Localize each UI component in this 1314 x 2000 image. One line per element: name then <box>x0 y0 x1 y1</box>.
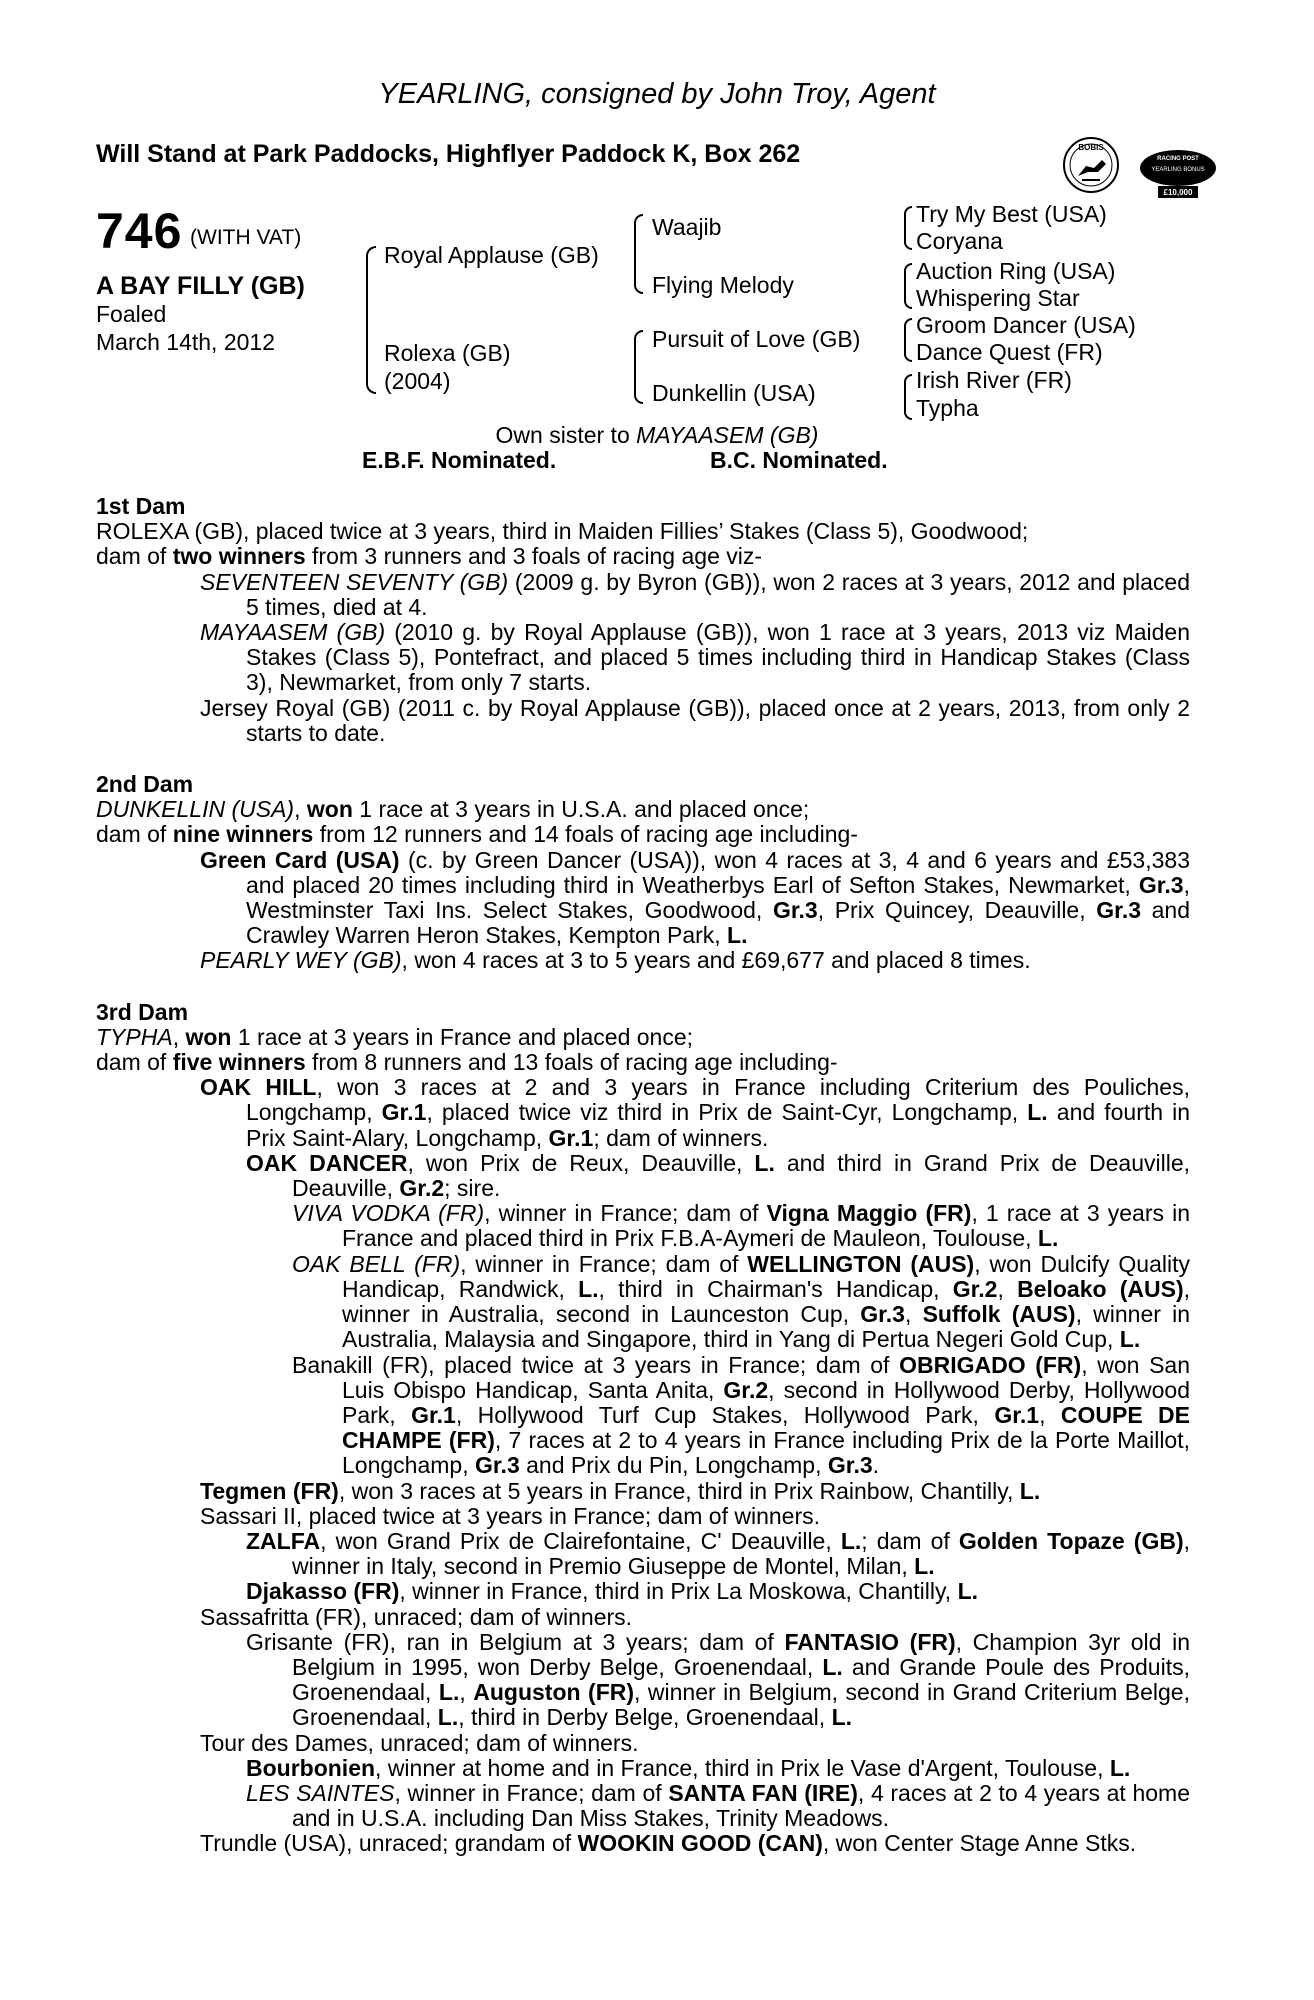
text: , winner in Australia, second in Launceston Cup, <box>342 1275 1191 1328</box>
text: ; sire. <box>444 1175 501 1202</box>
pedigree-brace-main <box>366 246 376 394</box>
bobis-logo <box>1062 136 1120 194</box>
text: (c. by Green Dancer (USA)), won 4 races at 3, 4 and 6 years and £53,383 and placed 20 times including third in Weatherbys Earl of Sefton Stakes, Newmarket, <box>246 846 1190 898</box>
progeny-entry <box>96 570 1190 620</box>
grade: L. <box>957 1578 979 1605</box>
progeny-name: Beloako (AUS) <box>1017 1275 1184 1302</box>
text: , Hollywood Turf Cup Stakes, Hollywood Park, <box>455 1401 995 1428</box>
progeny-name: Bourbonien <box>246 1754 376 1781</box>
text: , winner in France; dam of <box>460 1250 748 1277</box>
text: , won Center Stage Anne Stks. <box>822 1830 1137 1857</box>
second-dam-heading: 2nd Dam <box>96 771 194 798</box>
pedigree-dds: Irish River (FR) <box>916 367 1072 393</box>
text: , third in Derby Belge, Groenendaal, <box>458 1704 832 1731</box>
text: , <box>1039 1401 1061 1428</box>
third-dam-intro-a <box>96 1025 1190 1050</box>
pedigree-dss: Groom Dancer (USA) <box>916 312 1136 338</box>
grade: Gr.3 <box>827 1452 873 1479</box>
progeny-name: Tegmen (FR) <box>200 1477 339 1504</box>
text: ; dam of winners. <box>593 1124 769 1151</box>
text: , placed twice viz third in Prix de Saint-Cyr, Longchamp, <box>426 1099 1028 1126</box>
progeny-entry <box>96 948 1190 973</box>
bonus-amount-text: £10,000 <box>1163 188 1193 197</box>
progeny-entry <box>96 1529 1190 1579</box>
grade: Gr.2 <box>723 1376 769 1403</box>
text: dam of <box>96 1049 173 1076</box>
progeny-entry <box>96 1781 1190 1831</box>
page-title: YEARLING, consigned by John Troy, Agent <box>378 78 936 110</box>
text: , <box>904 1301 923 1328</box>
text: , winner in Italy, second in Premio Giuseppe de Montel, Milan, <box>292 1527 1191 1580</box>
progeny-entry <box>96 1353 1190 1479</box>
progeny-name: OAK BELL (FR) <box>292 1250 461 1277</box>
progeny-entry <box>96 1151 1190 1201</box>
pedigree-sire-dam: Flying Melody <box>652 272 794 298</box>
grade: Gr.3 <box>474 1452 520 1479</box>
progeny-name: Auguston (FR) <box>473 1679 635 1706</box>
text: , winner in France; dam of <box>484 1200 767 1227</box>
text: Grisante (FR), ran in Belgium at 3 years; dam of <box>246 1628 785 1655</box>
progeny-name: VIVA VODKA (FR) <box>292 1200 485 1227</box>
grade: Gr.1 <box>381 1099 427 1126</box>
text: , won Prix de Reux, Deauville, <box>407 1149 755 1176</box>
grade: L. <box>754 1149 775 1176</box>
progeny-name: Green Card (USA) <box>200 846 400 873</box>
progeny-entry <box>96 1252 1190 1353</box>
text: dam of <box>96 821 173 848</box>
progeny-name: WOOKIN GOOD (CAN) <box>577 1830 823 1857</box>
racing-post-text: RACING POST <box>1157 156 1199 162</box>
progeny-name: WELLINGTON (AUS) <box>747 1250 975 1277</box>
progeny-name: OBRIGADO (FR) <box>899 1351 1082 1378</box>
text: 1 race at 3 years in France and placed once; <box>231 1023 694 1050</box>
text: , winner in France; dam of <box>394 1779 669 1806</box>
grade: L. <box>727 922 748 949</box>
first-dam-heading: 1st Dam <box>96 493 186 519</box>
grade: Gr.1 <box>548 1124 594 1151</box>
foaled-info <box>96 300 275 356</box>
text: from 12 runners and 14 foals of racing age including- <box>313 821 858 848</box>
pedigree-dam-dam: Dunkellin (USA) <box>652 380 816 406</box>
section-gap <box>96 974 1190 1000</box>
text: and Grande Poule des Produits, Groenendaal, <box>292 1653 1190 1706</box>
catalogue-body <box>96 494 1190 1857</box>
text: , 4 races at 2 to 4 years at home and in U.S.A. including Dan Miss Stakes, Trinity Meadows. <box>292 1779 1190 1832</box>
pedigree-sss: Try My Best (USA) <box>916 201 1107 227</box>
bc-nominated: B.C. Nominated. <box>710 447 888 473</box>
pedigree-dam-year: (2004) <box>384 368 451 394</box>
progeny-entry <box>96 1075 1190 1151</box>
text: and fourth in Prix Saint-Alary, Longchamp, <box>246 1099 1191 1151</box>
text: and Crawley Warren Heron Stakes, Kempton Park, <box>246 897 1191 949</box>
text: , <box>459 1679 474 1706</box>
pedigree-brace-dd <box>904 374 912 420</box>
progeny-entry <box>96 848 1190 949</box>
text: , Westminster Taxi Ins. Select Stakes, Goodwood, <box>246 871 1190 924</box>
text: , 1 race at 3 years in France and placed third in Prix F.B.A-Aymeri de Mauleon, Toulouse, <box>342 1200 1190 1252</box>
first-dam-intro-a: ROLEXA (GB), placed twice at 3 years, third in Maiden Fillies’ Stakes (Class 5), Goodwood; <box>96 518 1029 545</box>
grade: L. <box>914 1553 935 1580</box>
text: from 3 runners and 3 foals of racing age viz- <box>305 543 763 570</box>
grade: Gr.3 <box>860 1301 905 1328</box>
pedigree-dam-sire: Pursuit of Love (GB) <box>652 326 861 352</box>
text: and third in Grand Prix de Deauville, Deauville, <box>292 1149 1190 1202</box>
text: , won 4 races at 3 to 5 years and £69,677 and placed 8 times. <box>401 947 1031 974</box>
text: dam of <box>96 543 173 570</box>
progeny-entry <box>96 1756 1190 1781</box>
stand-location: Will Stand at Park Paddocks, Highflyer Paddock K, Box 262 <box>96 140 801 168</box>
grade: L. <box>1109 1754 1131 1781</box>
winners-count: five winners <box>172 1049 306 1076</box>
text: , winner at home and in France, third in Prix le Vase d'Argent, Toulouse, <box>375 1754 1110 1781</box>
pedigree-sdd: Whispering Star <box>916 285 1080 311</box>
pedigree-brace-sd <box>904 263 912 309</box>
grade: L. <box>1027 1099 1048 1126</box>
text: Trundle (USA), unraced; grandam of <box>200 1830 578 1857</box>
progeny-name: Djakasso (FR) <box>246 1578 400 1605</box>
yearling-bonus-logo <box>1138 144 1218 200</box>
text: , second in Hollywood Derby, Hollywood Park, <box>342 1376 1190 1428</box>
pedigree-brace-sire <box>634 214 643 294</box>
text: , 7 races at 2 to 4 years in France including Prix de la Porte Maillot, Longchamp, <box>342 1427 1190 1479</box>
text: and Prix du Pin, Longchamp, <box>519 1452 828 1479</box>
progeny-entry: Sassari II, placed twice at 3 years in France; dam of winners. <box>200 1502 820 1529</box>
winners-count: nine winners <box>172 821 314 848</box>
text: 1 race at 3 years in U.S.A. and placed once; <box>352 796 810 823</box>
progeny-name: Vigna Maggio (FR) <box>766 1200 972 1227</box>
grade: L. <box>1019 1477 1041 1504</box>
pedigree-dam: Rolexa (GB) <box>384 340 511 366</box>
progeny-entry <box>96 620 1190 696</box>
progeny-entry: Sassafritta (FR), unraced; dam of winners. <box>200 1603 633 1630</box>
grade: Gr.2 <box>952 1275 998 1302</box>
progeny-name: MAYAASEM (GB) <box>200 619 386 646</box>
text: , Prix Quincey, Deauville, <box>817 897 1097 924</box>
vat-label: (WITH VAT) <box>190 226 302 249</box>
text: , winner in France, third in Prix La Moskowa, Chantilly, <box>399 1578 958 1605</box>
second-dam-intro-a <box>96 797 1190 822</box>
own-sister-note <box>0 422 1314 449</box>
section-gap <box>96 746 1190 772</box>
foaled-label: Foaled <box>96 301 167 327</box>
text: , winner in Belgium, second in Grand Criterium Belge, Groenendaal, <box>292 1679 1190 1731</box>
text: , won Grand Prix de Clairefontaine, C' Deauville, <box>320 1527 841 1554</box>
text: won <box>306 796 353 823</box>
own-sister-prefix: Own sister to <box>495 422 637 448</box>
grade: L. <box>1119 1326 1141 1353</box>
progeny-name: Golden Topaze (GB) <box>958 1527 1184 1554</box>
grade: Gr.1 <box>411 1401 456 1428</box>
grade: Gr.1 <box>994 1401 1040 1428</box>
text: , winner in Australia, Malaysia and Singapore, third in Yang di Pertua Negeri Gold Cup, <box>342 1301 1191 1353</box>
winners-count: two winners <box>172 543 306 570</box>
progeny-name: OAK HILL <box>200 1074 317 1101</box>
text: , <box>294 796 307 823</box>
text: , won Dulcify Quality Handicap, Randwick, <box>342 1250 1190 1302</box>
grade: L. <box>1037 1225 1059 1252</box>
progeny-name: COUPE DE CHAMPE (FR) <box>342 1401 1190 1454</box>
text: , third in Chairman's Handicap, <box>598 1275 953 1302</box>
pedigree-ddd: Typha <box>916 395 979 421</box>
foaled-date: March 14th, 2012 <box>96 329 276 355</box>
pedigree-brace-ds <box>904 318 912 362</box>
text: ; dam of <box>861 1527 959 1554</box>
third-dam-heading: 3rd Dam <box>96 998 189 1025</box>
horse-description: A BAY FILLY (GB) <box>96 272 305 300</box>
grade: L. <box>438 1679 460 1706</box>
progeny-entry <box>96 1579 1190 1604</box>
progeny-entry <box>96 1831 1190 1856</box>
own-sister-name: MAYAASEM (GB) <box>636 422 819 448</box>
text: from 8 runners and 13 foals of racing age including- <box>305 1049 838 1076</box>
third-dam-intro-b <box>96 1050 1190 1075</box>
progeny-name: FANTASIO (FR) <box>784 1628 956 1655</box>
grade: L. <box>840 1527 862 1554</box>
progeny-entry: Jersey Royal (GB) (2011 c. by Royal Applause (GB)), placed once at 2 years, 2013, from only 2 starts to date. <box>200 694 1190 746</box>
text: Banakill (FR), placed twice at 3 years in France; dam of <box>292 1351 900 1378</box>
grade: Gr.3 <box>1096 897 1142 924</box>
progeny-name: Suffolk (AUS) <box>922 1301 1076 1328</box>
text: won <box>185 1023 232 1050</box>
dam-name: DUNKELLIN (USA) <box>96 796 295 823</box>
yearling-bonus-text: YEARLING BONUS <box>1151 167 1205 173</box>
progeny-name: ZALFA <box>246 1527 321 1554</box>
text: , <box>172 1023 186 1050</box>
progeny-name: LES SAINTES <box>246 1779 395 1806</box>
grade: L. <box>437 1704 459 1731</box>
progeny-name: PEARLY WEY (GB) <box>200 947 402 974</box>
progeny-name: SEVENTEEN SEVENTY (GB) <box>200 568 509 595</box>
text: , won 3 races at 5 years in France, third in Prix Rainbow, Chantilly, <box>338 1477 1020 1504</box>
bobis-logo-text: BOBIS <box>1078 143 1104 152</box>
pedigree-sire: Royal Applause (GB) <box>384 242 599 268</box>
grade: L. <box>822 1653 843 1680</box>
first-dam-intro-b <box>96 544 1190 569</box>
progeny-text: (2009 g. by Byron (GB)), won 2 races at 3 years, 2012 and placed 5 times, died at 4. <box>246 568 1191 620</box>
grade: L. <box>831 1704 853 1731</box>
progeny-entry <box>96 1479 1190 1504</box>
second-dam-intro-b <box>96 822 1190 847</box>
grade: Gr.3 <box>1138 871 1184 898</box>
pedigree-brace-ss <box>904 206 912 250</box>
progeny-entry: Tour des Dames, unraced; dam of winners. <box>200 1729 639 1756</box>
text: , won 3 races at 2 and 3 years in France including Criterium des Pouliches, Longchamp, <box>246 1074 1190 1126</box>
progeny-name: OAK DANCER <box>246 1149 408 1176</box>
progeny-name: SANTA FAN (IRE) <box>668 1779 858 1806</box>
pedigree-sire-sire: Waajib <box>652 214 722 240</box>
text: , Champion 3yr old in Belgium in 1995, won Derby Belge, Groenendaal, <box>292 1628 1190 1680</box>
lot-number: 746 <box>96 203 183 259</box>
pedigree-dsd: Dance Quest (FR) <box>916 339 1103 365</box>
text: . <box>872 1452 880 1479</box>
pedigree-brace-dam <box>634 330 643 404</box>
grade: Gr.3 <box>772 897 818 924</box>
text: , won San Luis Obispo Handicap, Santa Anita, <box>342 1351 1190 1403</box>
text: , <box>997 1275 1018 1302</box>
grade: Gr.2 <box>399 1175 445 1202</box>
ebf-nominated: E.B.F. Nominated. <box>362 447 557 473</box>
pedigree-sds: Auction Ring (USA) <box>916 258 1116 284</box>
dam-name: TYPHA <box>96 1023 173 1050</box>
progeny-entry <box>96 1201 1190 1251</box>
progeny-text: (2010 g. by Royal Applause (GB)), won 1 race at 3 years, 2013 viz Maiden Stakes (Class 5), Pontefract, and placed 5 times including third in Handicap Stakes (Class 3), Newmarket, from only 7 starts. <box>246 619 1191 696</box>
grade: L. <box>578 1275 599 1302</box>
progeny-entry <box>96 1630 1190 1731</box>
pedigree-ssd: Coryana <box>916 228 1003 254</box>
